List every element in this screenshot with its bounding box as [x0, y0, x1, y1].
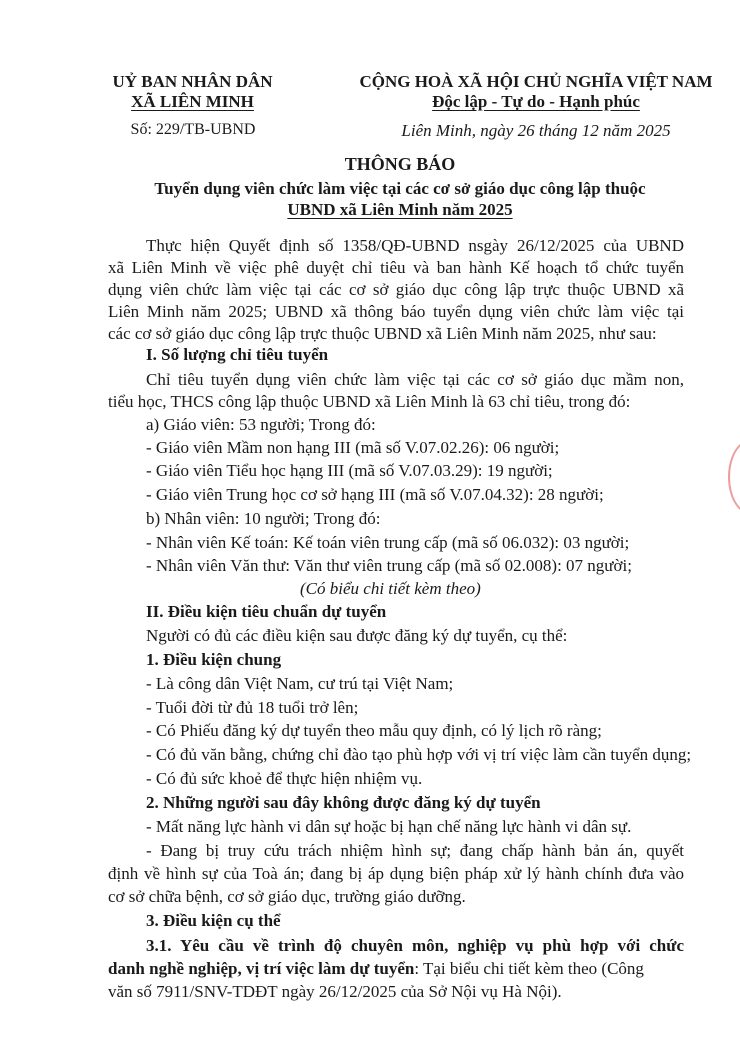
- document-subtitle-line2: [120, 199, 680, 220]
- requirement-heading-line2: danh nghề nghiệp, vị trí việc làm dự tuyển: [108, 959, 415, 978]
- section-2-intro: Người có đủ các điều kiện sau được đăng ký dự tuyển, cụ thể:: [146, 626, 568, 645]
- teacher-primary: - Giáo viên Tiểu học hạng III (mã số V.07.03.29): 19 người;: [146, 461, 553, 480]
- ineligible-criminal-line3: cơ sở chữa bệnh, cơ sở giáo dục, trường giáo dưỡng.: [108, 887, 466, 906]
- document-number: Số: 229/TB-UBND: [130, 121, 256, 138]
- section-2-heading: II. Điều kiện tiêu chuẩn dự tuyển: [146, 602, 387, 621]
- section-1-para-line1: Chỉ tiêu tuyển dụng viên chức làm việc tại các cơ sở giáo dục mầm non,: [146, 370, 684, 389]
- document-subtitle-line1: Tuyển dụng viên chức làm việc tại các cơ sở giáo dục công lập thuộc: [154, 179, 646, 198]
- general-conditions-heading: 1. Điều kiện chung: [146, 650, 282, 669]
- condition-citizen: - Là công dân Việt Nam, cư trú tại Việt Nam;: [146, 674, 454, 693]
- staff-accountant: - Nhân viên Kế toán: Kế toán viên trung cấp (mã số 06.032): 03 người;: [146, 533, 630, 552]
- attachment-note: (Có biểu chi tiết kèm theo): [300, 579, 481, 598]
- intro-line-4: Liên Minh năm 2025; UBND xã thông báo tuyển dụng viên chức làm việc tại: [108, 302, 684, 321]
- requirement-line3: văn số 7911/SNV-TDĐT ngày 26/12/2025 của Sở Nội vụ Hà Nội).: [108, 982, 562, 1001]
- intro-line-1: Thực hiện Quyết định số 1358/QĐ-UBND nsgày 26/12/2025 của UBND: [146, 236, 684, 255]
- org-name-line1: UỶ BAN NHÂN DÂN: [112, 72, 273, 91]
- org-name-line2: [105, 92, 280, 112]
- red-seal-stamp: [728, 440, 740, 514]
- condition-age: - Tuổi đời từ đủ 18 tuổi trở lên;: [146, 698, 359, 717]
- teacher-preschool: - Giáo viên Mầm non hạng III (mã số V.07.02.26): 06 người;: [146, 438, 560, 457]
- specific-conditions-heading: 3. Điều kiện cụ thể: [146, 911, 281, 930]
- ineligible-criminal-line1: - Đang bị truy cứu trách nhiệm hình sự; đang chấp hành bản án, quyết: [146, 841, 684, 860]
- requirement-line2: [108, 957, 644, 980]
- document-subtitle-line2-text: UBND xã Liên Minh năm 2025: [287, 200, 513, 219]
- section-1-para-line2: tiểu học, THCS công lập thuộc UBND xã Liên Minh là 63 chỉ tiêu, trong đó:: [108, 392, 631, 411]
- section-1-heading: I. Số lượng chỉ tiêu tuyển: [146, 345, 329, 364]
- teachers-total: a) Giáo viên: 53 người; Trong đó:: [146, 415, 376, 434]
- ineligible-criminal-line2: định về hình sự của Toà án; đang bị áp dụng biện pháp xử lý hành chính đưa vào: [108, 864, 684, 883]
- requirement-heading-line1: 3.1. Yêu cầu về trình độ chuyên môn, nghiệp vụ phù hợp với chức: [146, 936, 684, 955]
- intro-line-2: xã Liên Minh về việc phê duyệt chỉ tiêu và ban hành Kế hoạch tổ chức tuyển: [108, 258, 684, 277]
- requirement-detail: : Tại biểu chi tiết kèm theo (Công: [414, 959, 644, 978]
- document-title: THÔNG BÁO: [344, 154, 456, 174]
- teacher-secondary: - Giáo viên Trung học cơ sở hạng III (mã số V.07.04.32): 28 người;: [146, 485, 604, 504]
- place-date: Liên Minh, ngày 26 tháng 12 năm 2025: [401, 121, 671, 140]
- intro-line-5: các cơ sở giáo dục công lập trực thuộc UBND xã Liên Minh năm 2025, như sau:: [108, 324, 657, 343]
- condition-health: - Có đủ sức khoẻ để thực hiện nhiệm vụ.: [146, 769, 423, 788]
- motto: [336, 92, 736, 112]
- intro-line-3: dụng viên chức làm việc tại các cơ sở giáo dục công lập trực thuộc UBND xã: [108, 280, 684, 299]
- org-name-line2-text: XÃ LIÊN MINH: [131, 92, 254, 111]
- nation-name: CỘNG HOÀ XÃ HỘI CHỦ NGHĨA VIỆT NAM: [359, 72, 713, 91]
- condition-degree: - Có đủ văn bằng, chứng chỉ đào tạo phù hợp với vị trí việc làm cần tuyển dụng;: [146, 745, 692, 764]
- staff-clerk: - Nhân viên Văn thư: Văn thư viên trung cấp (mã số 02.008): 07 người;: [146, 556, 632, 575]
- ineligible-capacity: - Mất năng lực hành vi dân sự hoặc bị hạn chế năng lực hành vi dân sự.: [146, 817, 632, 836]
- staff-total: b) Nhân viên: 10 người; Trong đó:: [146, 509, 381, 528]
- ineligible-heading: 2. Những người sau đây không được đăng ký dự tuyển: [146, 793, 541, 812]
- condition-application-form: - Có Phiếu đăng ký dự tuyển theo mẫu quy định, có lý lịch rõ ràng;: [146, 721, 602, 740]
- motto-text: Độc lập - Tự do - Hạnh phúc: [432, 92, 640, 111]
